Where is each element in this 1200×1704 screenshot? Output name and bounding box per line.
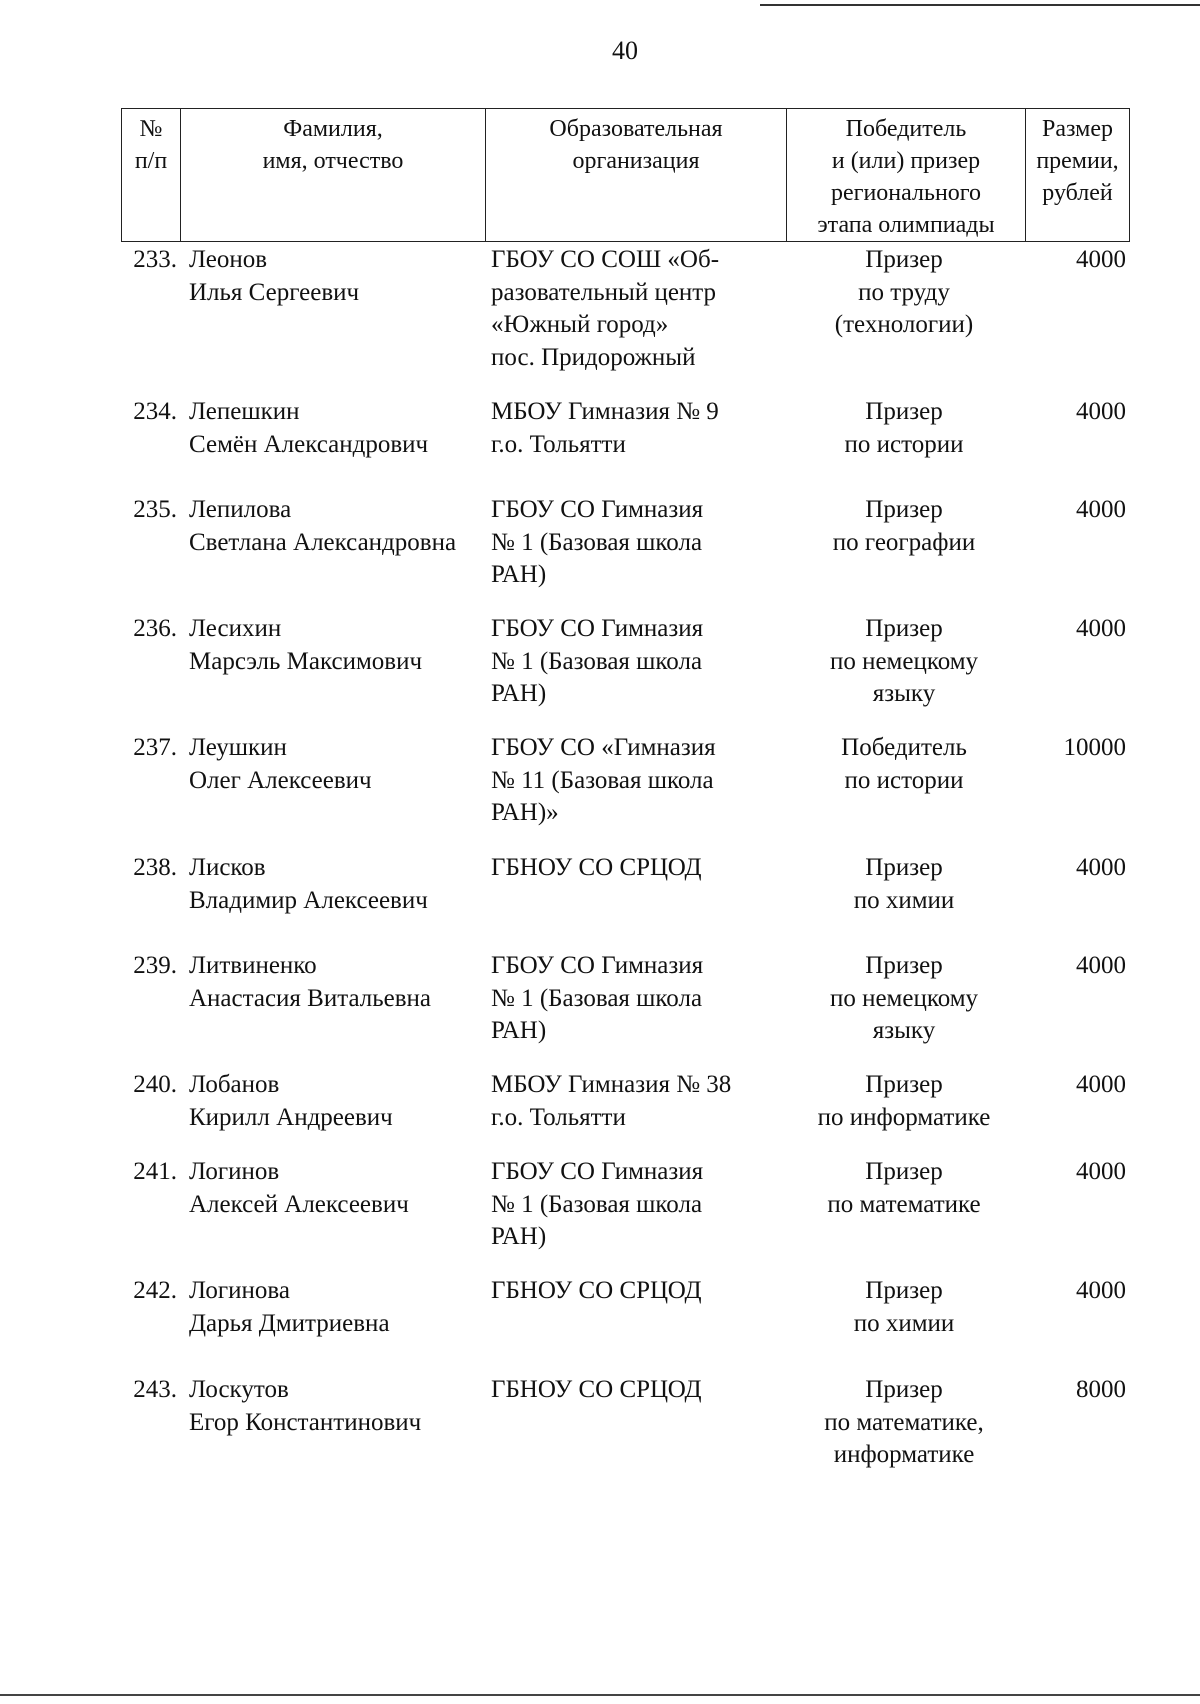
row-award-line: по немецкому (829, 984, 979, 1012)
row-name-line: Лисков (189, 854, 266, 881)
table-row (121, 1374, 1126, 1484)
row-number: 242. (133, 1277, 177, 1304)
row-name-line: Лесихин (189, 615, 282, 642)
row-org-line: г.о. Тольятти (491, 1103, 626, 1131)
row-award-line: по информатике (817, 1103, 991, 1131)
row-name-line: Лепешкин (189, 398, 300, 425)
row-org (491, 1374, 777, 1407)
row-name-line: Логинова (189, 1277, 290, 1304)
row-org-line: № 1 (Базовая школа (491, 1190, 703, 1218)
row-org-line: ГБНОУ СО СРЦОД (491, 1376, 702, 1403)
row-amount: 8000 (1076, 1376, 1126, 1403)
table-row (121, 244, 1126, 396)
row-org-line: РАН) (491, 680, 547, 707)
row-org-line: РАН) (491, 1223, 547, 1250)
table-row (121, 494, 1126, 613)
row-org-line: МБОУ Гимназия № 9 (491, 398, 719, 425)
table-row (121, 613, 1126, 732)
row-org (491, 1275, 777, 1308)
row-award-line: Призер (865, 1376, 943, 1403)
row-name-line: Илья Сергеевич (189, 278, 360, 306)
row-org-line: ГБОУ СО Гимназия (491, 496, 704, 523)
header-amount-line: рублей (1042, 180, 1113, 206)
table-row (121, 732, 1126, 852)
row-org-line: РАН)» (491, 799, 559, 826)
row-name-line: Лепилова (189, 496, 292, 523)
row-org (491, 244, 777, 374)
row-name (189, 244, 489, 309)
table-header (121, 108, 1130, 242)
row-award-line: информатике (833, 1441, 975, 1468)
row-award (785, 1069, 1023, 1134)
row-award (785, 396, 1023, 461)
row-award-line: Призер (865, 1071, 943, 1098)
row-org-line: № 1 (Базовая школа (491, 984, 703, 1012)
row-amount: 4000 (1076, 854, 1126, 881)
header-num-line: п/п (134, 148, 168, 174)
row-number: 237. (133, 734, 177, 761)
row-amount: 4000 (1076, 615, 1126, 642)
row-org-line: РАН) (491, 561, 547, 588)
row-award-line: Призер (865, 854, 943, 881)
row-award-line: по математике, (824, 1408, 984, 1436)
row-award (785, 950, 1023, 1048)
row-name (189, 732, 489, 797)
row-org-line: ГБНОУ СО СРЦОД (491, 854, 702, 881)
row-name-line: Дарья Дмитриевна (189, 1309, 390, 1337)
row-award-line: по химии (853, 1309, 955, 1337)
row-award (785, 732, 1023, 797)
table-body (121, 244, 1126, 1484)
row-number: 239. (133, 952, 177, 979)
header-award-line: регионального (830, 180, 982, 206)
row-amount: 4000 (1076, 1158, 1126, 1185)
row-name (189, 1156, 489, 1221)
table-row (121, 852, 1126, 950)
table-row (121, 1069, 1126, 1156)
row-org-line: г.о. Тольятти (491, 430, 626, 458)
table-row (121, 950, 1126, 1069)
row-name (189, 613, 489, 678)
row-org-line: МБОУ Гимназия № 38 (491, 1071, 732, 1098)
row-org-line: разовательный центр (491, 278, 717, 306)
row-name-line: Семён Александрович (189, 430, 429, 458)
row-name-line: Марсэль Максимович (189, 647, 423, 675)
row-amount: 4000 (1076, 398, 1126, 425)
row-org-line: ГБНОУ СО СРЦОД (491, 1277, 702, 1304)
row-amount: 4000 (1076, 1071, 1126, 1098)
row-award-line: языку (872, 680, 936, 707)
row-number: 234. (133, 398, 177, 425)
row-org (491, 732, 777, 830)
header-org-line: Образовательная (549, 116, 723, 142)
row-name-line: Кирилл Андреевич (189, 1103, 393, 1131)
table-row (121, 1275, 1126, 1374)
header-row (122, 109, 1130, 242)
row-award-line: Призер (865, 615, 943, 642)
header-name (181, 109, 486, 242)
row-number: 238. (133, 854, 177, 881)
header-amount-line: премии, (1036, 148, 1119, 174)
row-award-line: Призер (865, 952, 943, 979)
row-number: 233. (133, 246, 177, 273)
top-edge-rule (760, 4, 1200, 6)
header-org (486, 109, 787, 242)
row-org (491, 494, 777, 592)
row-name-line: Литвиненко (189, 952, 317, 979)
row-amount: 4000 (1076, 952, 1126, 979)
row-org (491, 852, 777, 885)
row-number: 240. (133, 1071, 177, 1098)
row-award (785, 613, 1023, 711)
row-org (491, 950, 777, 1048)
row-name (189, 1374, 489, 1439)
row-name-line: Егор Константинович (189, 1408, 422, 1436)
row-org-line: РАН) (491, 1017, 547, 1044)
row-award-line: Призер (865, 246, 943, 273)
row-name-line: Алексей Алексеевич (189, 1190, 409, 1218)
row-name-line: Олег Алексеевич (189, 766, 372, 794)
row-award (785, 1374, 1023, 1472)
row-award-line: Призер (865, 1158, 943, 1185)
row-award-line: по истории (844, 766, 964, 794)
row-org (491, 1156, 777, 1254)
row-amount: 4000 (1076, 1277, 1126, 1304)
row-name-line: Светлана Александровна (189, 528, 457, 556)
row-award (785, 494, 1023, 559)
row-award-line: по географии (832, 528, 976, 556)
row-award (785, 1156, 1023, 1221)
row-org-line: № 1 (Базовая школа (491, 647, 703, 675)
row-name (189, 396, 489, 461)
row-org (491, 396, 777, 461)
row-name (189, 950, 489, 1015)
header-name-line: имя, отчество (262, 148, 404, 174)
row-name-line: Логинов (189, 1158, 280, 1185)
row-amount: 4000 (1076, 496, 1126, 523)
row-number: 243. (133, 1376, 177, 1403)
page-number: 40 (612, 36, 638, 65)
row-award-line: Призер (865, 398, 943, 425)
row-award-line: по химии (853, 886, 955, 914)
header-num (122, 109, 181, 242)
row-name-line: Леушкин (189, 734, 287, 761)
row-award-line: Призер (865, 496, 943, 523)
row-award-line: по математике (827, 1190, 981, 1218)
row-org-line: пос. Придорожный (491, 343, 696, 371)
row-name-line: Леонов (189, 246, 268, 273)
row-org-line: ГБОУ СО Гимназия (491, 615, 704, 642)
row-name-line: Лобанов (189, 1071, 280, 1098)
row-org-line: ГБОУ СО СОШ «Об- (491, 246, 720, 273)
row-name-line: Владимир Алексеевич (189, 886, 428, 914)
row-award (785, 244, 1023, 342)
row-number: 241. (133, 1158, 177, 1185)
row-award-line: по немецкому (829, 647, 979, 675)
row-org-line: ГБОУ СО «Гимназия (491, 734, 716, 761)
row-org-line: № 1 (Базовая школа (491, 528, 703, 556)
row-award-line: по труду (858, 278, 950, 306)
row-org (491, 1069, 777, 1134)
header-num-line: № (139, 116, 163, 142)
row-name-line: Лоскутов (189, 1376, 289, 1403)
row-amount: 10000 (1063, 734, 1126, 761)
row-name (189, 852, 489, 917)
header-award-line: этапа олимпиады (817, 212, 995, 238)
table-row (121, 1156, 1126, 1275)
row-number: 235. (133, 496, 177, 523)
row-name-line: Анастасия Витальевна (189, 984, 432, 1012)
header-org-line: организация (572, 148, 700, 174)
row-award-line: Победитель (841, 734, 967, 761)
row-org-line: № 11 (Базовая школа (491, 766, 714, 794)
table-row (121, 396, 1126, 494)
row-org-line: «Южный город» (491, 311, 669, 338)
header-name-line: Фамилия, (283, 116, 383, 142)
row-award-line: языку (872, 1017, 936, 1044)
header-amount-line: Размер (1042, 116, 1113, 142)
bottom-edge-rule (0, 1694, 1200, 1696)
row-award-line: Призер (865, 1277, 943, 1304)
row-award-line: по истории (844, 430, 964, 458)
row-amount: 4000 (1076, 246, 1126, 273)
header-award-line: и (или) призер (831, 148, 981, 174)
header-award-line: Победитель (845, 116, 967, 142)
row-name (189, 1275, 489, 1340)
header-amount (1026, 109, 1130, 242)
row-award (785, 1275, 1023, 1340)
row-number: 236. (133, 615, 177, 642)
header-award (787, 109, 1026, 242)
row-org-line: ГБОУ СО Гимназия (491, 1158, 704, 1185)
row-org (491, 613, 777, 711)
row-award-line: (технологии) (834, 311, 974, 338)
row-name (189, 494, 489, 559)
row-name (189, 1069, 489, 1134)
row-org-line: ГБОУ СО Гимназия (491, 952, 704, 979)
row-award (785, 852, 1023, 917)
